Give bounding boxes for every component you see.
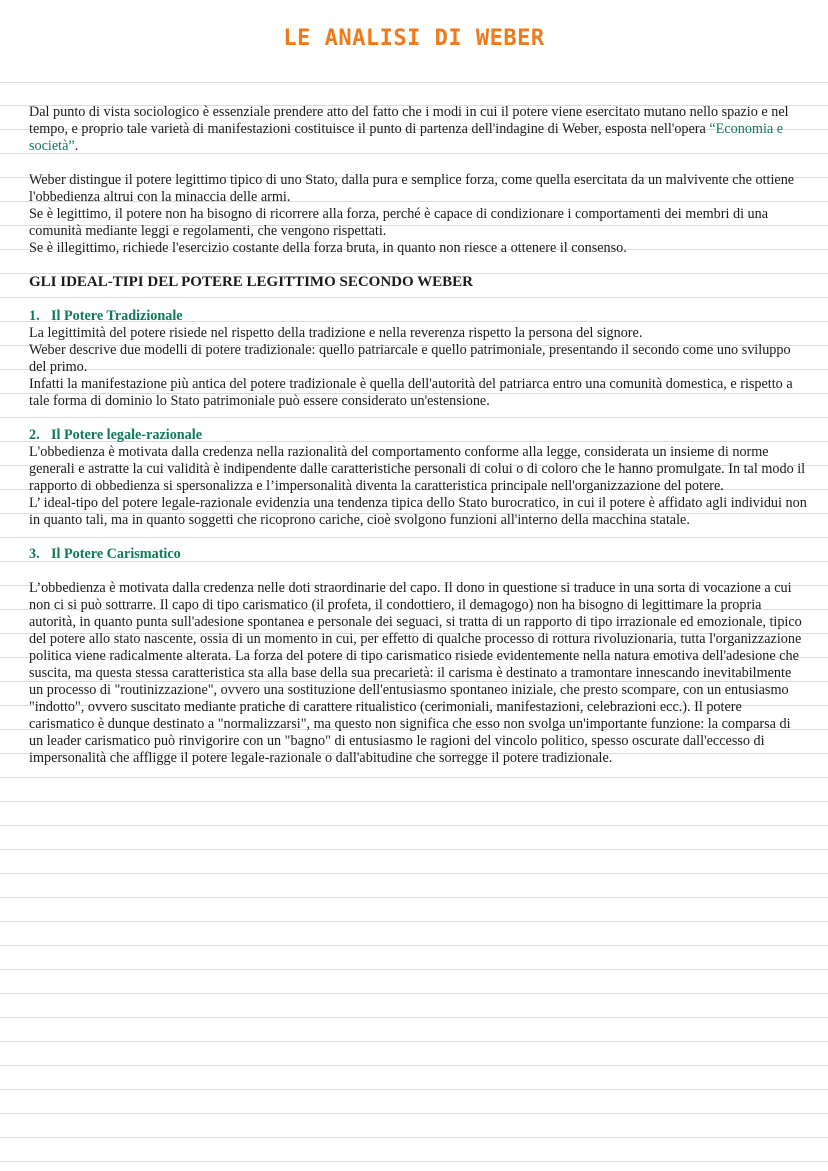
paragraph-legit: Se è legittimo, il potere non ha bisogno di ricorrere alla forza, perché è capace di condizionare i comportamenti dei membri di una comunità mediante leggi e regolamenti, che vengono rispettati. bbox=[29, 206, 769, 239]
section-paragraph: Weber descrive due modelli di potere tradizionale: quello patriarcale e quello patrimoniale, presentando il secondo come uno sviluppo del primo. bbox=[29, 342, 791, 375]
section-number: 3. bbox=[29, 546, 40, 562]
section-number: 2. bbox=[29, 427, 40, 443]
section-paragraph: L’obbedienza è motivata dalla credenza nelle doti straordinarie del capo. Il dono in questione si traduce in una sorta di vocazione a cui non ci si può sottrarre. Il capo di tipo carismatico (il profeta, il condottiero, il demagogo) non ha bisogno di legittimare la propria autorità, in quanto punta sull'adesione spontanea e personale dei seguaci, si tratta di un rapporto di tipo irrazionale ed emozionale, tipico del potere allo stato nascente, ossia di un momento in cui, per effetto di qualche processo di rottura rivoluzionaria, tutta l'organizzazione politica viene radicalmente alterata. La forza del potere di tipo carismatico risiede evidentemente nella natura emotiva dell'adesione che suscita, ma questa stessa caratteristica sta alla base della sua precarietà: il carisma è destinato a tramontare innescando inevitabilmente un processo di "routinizzazione", ovvero una sostituzione dell'entusiasmo spontaneo iniziale, che presto scompare, con un entusiasmo "indotto", ovvero suscitato mediante pratiche di carattere ritualistico (cerimoniali, manifestazioni, celebrazioni ecc.). Il potere carismatico è dunque destinato a "normalizzarsi", ma questo non significa che esso non svolga un'importante funzione: la comparsa di un leader carismatico può rinvigorire con un "bagno" di entusiasmo le ragioni del vincolo politico, spesso oscurate dall'eccesso di impersonalità che affligge il potere legale-razionale o dall'abitudine che sorregge il potere tradizionale. bbox=[29, 580, 802, 766]
section-title-text: Il Potere legale-razionale bbox=[51, 427, 203, 443]
document-body bbox=[29, 104, 807, 767]
section-paragraph: La legittimità del potere risiede nel rispetto della tradizione e nella reverenza rispetto la persona del signore. bbox=[29, 325, 643, 341]
section-paragraph: L'obbedienza è motivata dalla credenza nella razionalità del comportamento conforme alla legge, considerata un insieme di norme generali e astratte la cui validità è indipendente dalle caratteristiche personali di colui o di coloro che le hanno promulgate. In tal modo il rapporto di obbedienza si spersonalizza e l’impersonalità diventa la caratteristica principale nell'organizzazione del potere. bbox=[29, 444, 806, 494]
work-title: “Economia e società” bbox=[29, 121, 784, 154]
section-title-legale-razionale bbox=[29, 427, 807, 444]
section-paragraph: Infatti la manifestazione più antica del potere tradizionale è quella dell'autorità del patriarca entro una comunità domestica, e rispetto a tale forma di dominio lo Stato patrimoniale può essere considerato un'estensione. bbox=[29, 376, 793, 409]
paragraph-illegit: Se è illegittimo, richiede l'esercizio costante della forza bruta, in quanto non riesce a ottenere il consenso. bbox=[29, 240, 627, 256]
section-heading: GLI IDEAL-TIPI DEL POTERE LEGITTIMO SECONDO WEBER bbox=[29, 274, 473, 290]
section-title-text: Il Potere Tradizionale bbox=[51, 308, 183, 324]
intro-paragraph bbox=[29, 104, 807, 155]
page-title: LE ANALISI DI WEBER bbox=[283, 26, 545, 51]
intro-text: Dal punto di vista sociologico è essenziale prendere atto del fatto che i modi in cui il potere viene esercitato mutano nello spazio e nel tempo, e proprio tale varietà di manifestazioni costituisce il punto di partenza dell'indagine di Weber, esposta nell'opera bbox=[29, 104, 789, 137]
section-title-text: Il Potere Carismatico bbox=[51, 546, 181, 562]
section-title-carismatico bbox=[29, 546, 807, 563]
section-paragraph: L’ ideal-tipo del potere legale-razionale evidenzia una tendenza tipica dello Stato burocratico, in cui il potere è affidato agli individui non in quanto tali, ma in quanto soggetti che ricoprono cariche, cioè svolgono funzioni all'interno della macchina statale. bbox=[29, 495, 807, 528]
section-number: 1. bbox=[29, 308, 40, 324]
section-title-tradizionale bbox=[29, 308, 807, 325]
paragraph-legit-vs-force: Weber distingue il potere legittimo tipico di uno Stato, dalla pura e semplice forza, come quella esercitata da un malvivente che ottiene l'obbedienza altrui con la minaccia delle armi. bbox=[29, 172, 795, 205]
intro-end: . bbox=[74, 138, 79, 154]
